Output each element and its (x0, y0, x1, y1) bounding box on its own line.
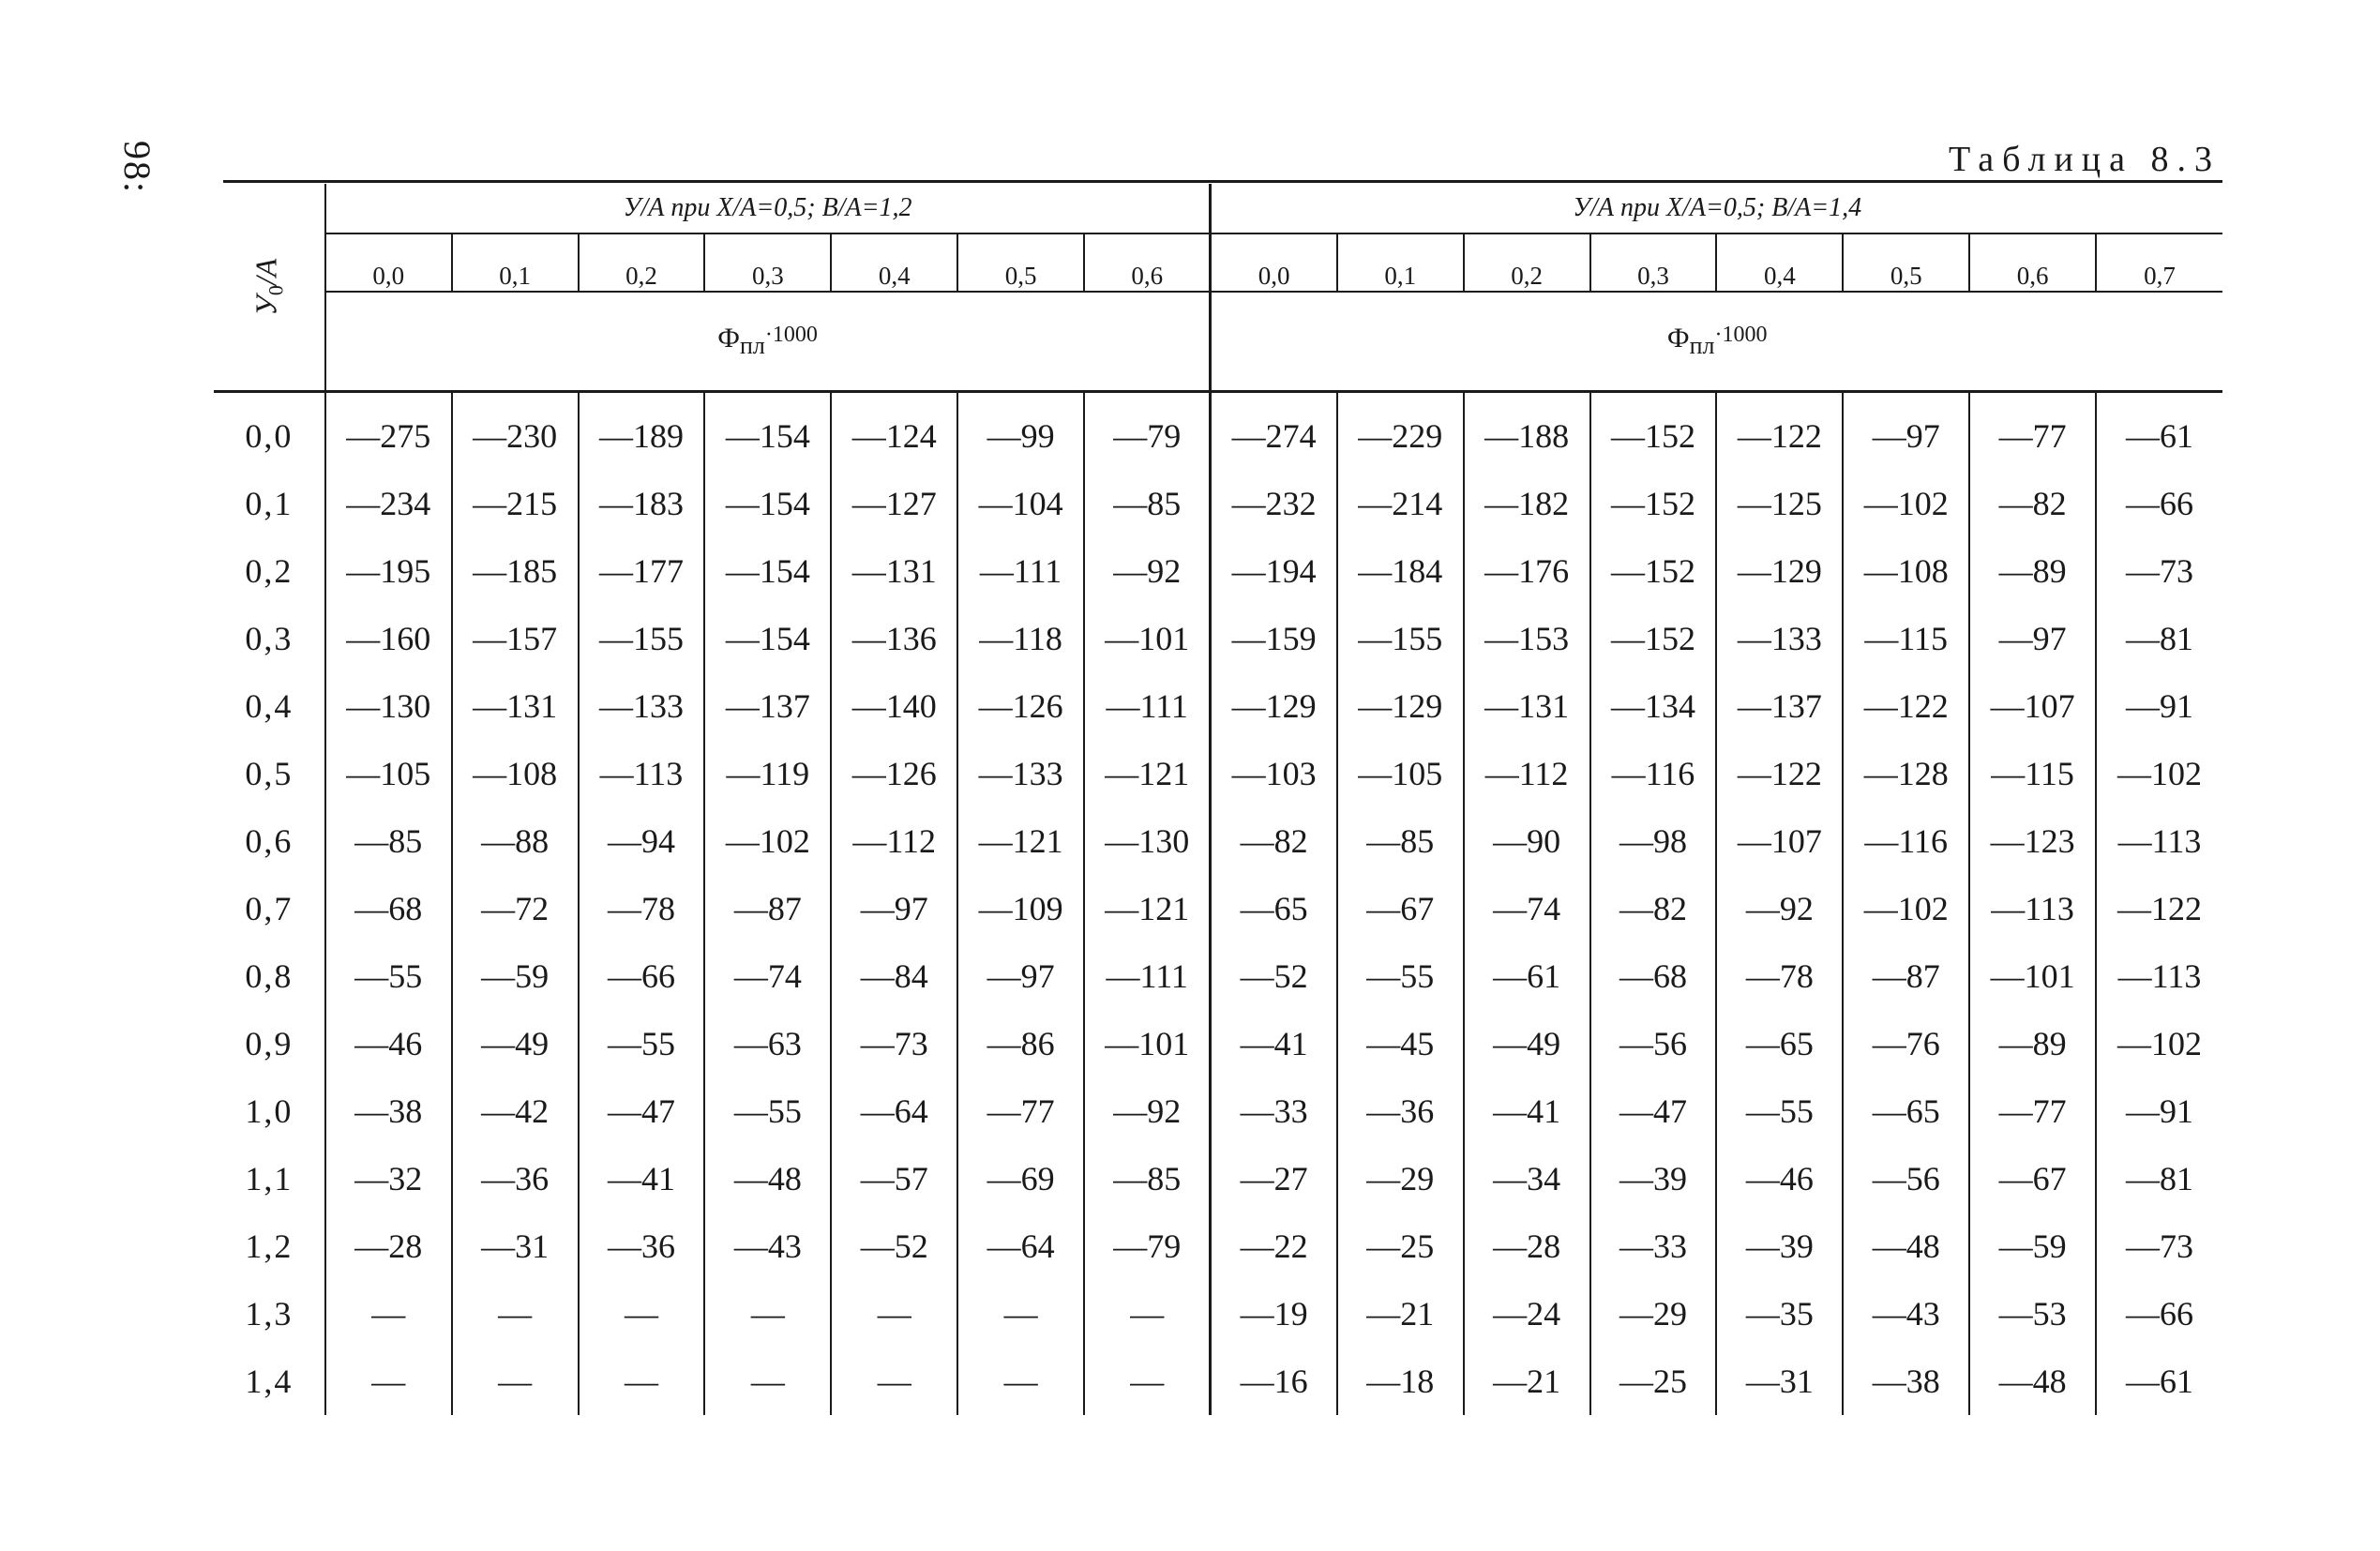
right-cell: —77 (1969, 392, 2096, 471)
right-x-header: 0,0 (1211, 233, 1337, 292)
table-row (214, 1010, 2222, 1077)
left-cell: —101 (1084, 1010, 1211, 1077)
y0-value: 0,3 (245, 620, 294, 657)
right-cell: —155 (1337, 605, 1464, 672)
left-cell: — (579, 1280, 705, 1348)
right-cell: —97 (1969, 605, 2096, 672)
left-cell: —195 (325, 537, 452, 605)
right-cell: —67 (1969, 1145, 2096, 1212)
y0-value: 0,7 (245, 890, 294, 927)
left-cell: —55 (579, 1010, 705, 1077)
right-cell: —43 (1843, 1280, 1969, 1348)
right-cell: —65 (1716, 1010, 1843, 1077)
right-cell: —91 (2096, 1077, 2222, 1145)
right-cell: —91 (2096, 672, 2222, 740)
right-group-header: У/А при X/A=0,5; B/A=1,4 (1211, 184, 2222, 233)
left-cell: — (325, 1280, 452, 1348)
left-cell: —140 (831, 672, 957, 740)
left-x-header: 0,2 (579, 233, 705, 292)
right-cell: —87 (1843, 942, 1969, 1010)
left-cell: —104 (957, 470, 1084, 537)
right-cell: —16 (1211, 1348, 1337, 1415)
right-cell: —102 (2096, 1010, 2222, 1077)
right-cell: —68 (1590, 942, 1717, 1010)
left-cell: —154 (704, 605, 831, 672)
y0-value: 0,4 (245, 687, 294, 725)
table-title: Таблица 8.3 (1948, 140, 2221, 179)
right-cell: —129 (1211, 672, 1337, 740)
left-x-header: 0,4 (831, 233, 957, 292)
right-cell: —128 (1843, 740, 1969, 807)
left-cell: —160 (325, 605, 452, 672)
left-cell: —157 (452, 605, 579, 672)
right-cell: —28 (1464, 1212, 1590, 1280)
left-cell: —78 (579, 875, 705, 942)
left-cell: —99 (957, 392, 1084, 471)
y0-value: 0,9 (245, 1025, 294, 1062)
right-cell: —152 (1590, 537, 1717, 605)
left-cell: —155 (579, 605, 705, 672)
left-cell: —101 (1084, 605, 1211, 672)
left-cell: —28 (325, 1212, 452, 1280)
y0-value: 0,6 (245, 822, 294, 860)
right-cell: —137 (1716, 672, 1843, 740)
right-x-header: 0,2 (1464, 233, 1590, 292)
left-cell: —46 (325, 1010, 452, 1077)
table-row (214, 1145, 2222, 1212)
left-cell: —154 (704, 537, 831, 605)
right-cell: —29 (1590, 1280, 1717, 1348)
right-cell: —101 (1969, 942, 2096, 1010)
right-cell: —85 (1337, 807, 1464, 875)
y0-value: 0,8 (245, 957, 294, 995)
right-x-header: 0,5 (1843, 233, 1969, 292)
right-cell: —116 (1843, 807, 1969, 875)
right-cell: —34 (1464, 1145, 1590, 1212)
left-cell: —109 (957, 875, 1084, 942)
right-cell: —39 (1716, 1212, 1843, 1280)
left-cell: —126 (957, 672, 1084, 740)
right-cell: —122 (1843, 672, 1969, 740)
right-cell: —55 (1337, 942, 1464, 1010)
left-cell: — (579, 1348, 705, 1415)
right-x-header: 0,3 (1590, 233, 1717, 292)
right-cell: —27 (1211, 1145, 1337, 1212)
left-cell: —48 (704, 1145, 831, 1212)
left-cell: —57 (831, 1145, 957, 1212)
left-cell: —68 (325, 875, 452, 942)
left-cell: —52 (831, 1212, 957, 1280)
left-cell: —154 (704, 470, 831, 537)
right-cell: —82 (1969, 470, 2096, 537)
y0-value: 0,1 (245, 485, 294, 522)
right-cell: —39 (1590, 1145, 1717, 1212)
right-cell: —65 (1843, 1077, 1969, 1145)
left-cell: —59 (452, 942, 579, 1010)
right-cell: —61 (1464, 942, 1590, 1010)
right-cell: —33 (1211, 1077, 1337, 1145)
right-cell: —82 (1590, 875, 1717, 942)
right-cell: —89 (1969, 1010, 2096, 1077)
right-cell: —159 (1211, 605, 1337, 672)
right-cell: —133 (1716, 605, 1843, 672)
right-cell: —74 (1464, 875, 1590, 942)
left-cell: —230 (452, 392, 579, 471)
y0-value: 1,0 (245, 1092, 294, 1130)
left-cell: —131 (831, 537, 957, 605)
right-cell: —18 (1337, 1348, 1464, 1415)
right-cell: —61 (2096, 392, 2222, 471)
y0-value: 0,0 (245, 417, 294, 455)
right-cell: —229 (1337, 392, 1464, 471)
left-cell: —47 (579, 1077, 705, 1145)
left-cell: —177 (579, 537, 705, 605)
y0-label: $У_0/А$ (249, 258, 289, 316)
left-cell: —111 (1084, 942, 1211, 1010)
left-cell: —31 (452, 1212, 579, 1280)
y0-value: 1,2 (245, 1227, 294, 1265)
right-cell: —274 (1211, 392, 1337, 471)
right-cell: —122 (1716, 740, 1843, 807)
right-cell: —73 (2096, 1212, 2222, 1280)
right-cell: —152 (1590, 605, 1717, 672)
right-cell: —115 (1843, 605, 1969, 672)
left-cell: —183 (579, 470, 705, 537)
left-cell: —42 (452, 1077, 579, 1145)
left-cell: —63 (704, 1010, 831, 1077)
left-cell: —64 (957, 1212, 1084, 1280)
right-x-header: 0,1 (1337, 233, 1464, 292)
right-cell: —59 (1969, 1212, 2096, 1280)
right-cell: —97 (1843, 392, 1969, 471)
table-body (214, 392, 2222, 1416)
table-row (214, 605, 2222, 672)
table-row (214, 1212, 2222, 1280)
right-cell: —113 (2096, 807, 2222, 875)
left-x-header: 0,1 (452, 233, 579, 292)
right-cell: —81 (2096, 605, 2222, 672)
right-cell: —81 (2096, 1145, 2222, 1212)
left-cell: —189 (579, 392, 705, 471)
table-row (214, 942, 2222, 1010)
table-row (214, 875, 2222, 942)
left-cell: — (452, 1280, 579, 1348)
data-table (214, 184, 2222, 1415)
right-cell: —76 (1843, 1010, 1969, 1077)
y0-value: 1,3 (245, 1295, 294, 1333)
right-cell: —61 (2096, 1348, 2222, 1415)
left-cell: — (957, 1280, 1084, 1348)
left-cell: —130 (325, 672, 452, 740)
right-cell: —25 (1337, 1212, 1464, 1280)
right-cell: —25 (1590, 1348, 1717, 1415)
left-cell: —77 (957, 1077, 1084, 1145)
left-cell: — (831, 1348, 957, 1415)
left-cell: — (831, 1280, 957, 1348)
right-cell: —232 (1211, 470, 1337, 537)
right-cell: —152 (1590, 392, 1717, 471)
table-row (214, 1077, 2222, 1145)
left-cell: — (704, 1348, 831, 1415)
left-cell: —118 (957, 605, 1084, 672)
right-cell: —115 (1969, 740, 2096, 807)
left-cell: —43 (704, 1212, 831, 1280)
right-cell: —55 (1716, 1077, 1843, 1145)
right-cell: —98 (1590, 807, 1717, 875)
left-cell: —119 (704, 740, 831, 807)
left-cell: —108 (452, 740, 579, 807)
left-cell: —92 (1084, 537, 1211, 605)
left-cell: —73 (831, 1010, 957, 1077)
left-cell: —111 (1084, 672, 1211, 740)
left-cell: —92 (1084, 1077, 1211, 1145)
left-cell: — (957, 1348, 1084, 1415)
left-cell: —72 (452, 875, 579, 942)
table-row (214, 537, 2222, 605)
right-cell: —78 (1716, 942, 1843, 1010)
left-cell: —74 (704, 942, 831, 1010)
left-cell: —124 (831, 392, 957, 471)
left-cell: —185 (452, 537, 579, 605)
left-cell: —38 (325, 1077, 452, 1145)
right-cell: —176 (1464, 537, 1590, 605)
left-cell: —154 (704, 392, 831, 471)
right-cell: —214 (1337, 470, 1464, 537)
right-cell: —48 (1843, 1212, 1969, 1280)
right-cell: —89 (1969, 537, 2096, 605)
left-cell: —85 (325, 807, 452, 875)
right-cell: —38 (1843, 1348, 1969, 1415)
left-cell: —32 (325, 1145, 452, 1212)
right-cell: —113 (2096, 942, 2222, 1010)
left-cell: — (704, 1280, 831, 1348)
right-cell: —188 (1464, 392, 1590, 471)
right-cell: —45 (1337, 1010, 1464, 1077)
table-row (214, 807, 2222, 875)
left-cell: — (1084, 1280, 1211, 1348)
right-cell: —102 (1843, 470, 1969, 537)
x-values-row (214, 233, 2222, 292)
left-cell: —84 (831, 942, 957, 1010)
right-cell: —153 (1464, 605, 1590, 672)
left-cell: —97 (957, 942, 1084, 1010)
right-cell: —19 (1211, 1280, 1337, 1348)
table-row (214, 392, 2222, 471)
y0-value: 0,5 (245, 755, 294, 792)
right-cell: —82 (1211, 807, 1337, 875)
right-cell: —65 (1211, 875, 1337, 942)
right-cell: —129 (1337, 672, 1464, 740)
right-cell: —33 (1590, 1212, 1717, 1280)
right-cell: —103 (1211, 740, 1337, 807)
right-cell: —24 (1464, 1280, 1590, 1348)
left-phi-header: $Ф_{пл}^{\cdot 1000}$ (325, 292, 1211, 392)
right-cell: —21 (1464, 1348, 1590, 1415)
left-group-header: У/А при X/A=0,5; B/A=1,2 (325, 184, 1211, 233)
left-cell: —87 (704, 875, 831, 942)
left-x-header: 0,5 (957, 233, 1084, 292)
right-cell: —122 (1716, 392, 1843, 471)
right-cell: —108 (1843, 537, 1969, 605)
left-cell: — (1084, 1348, 1211, 1415)
left-x-header: 0,6 (1084, 233, 1211, 292)
left-cell: —131 (452, 672, 579, 740)
right-cell: —49 (1464, 1010, 1590, 1077)
right-cell: —77 (1969, 1077, 2096, 1145)
left-cell: —97 (831, 875, 957, 942)
right-cell: —31 (1716, 1348, 1843, 1415)
right-x-header: 0,4 (1716, 233, 1843, 292)
right-cell: —182 (1464, 470, 1590, 537)
left-cell: —111 (957, 537, 1084, 605)
left-cell: —121 (1084, 875, 1211, 942)
table-row (214, 1280, 2222, 1348)
left-cell: —55 (325, 942, 452, 1010)
left-cell: —64 (831, 1077, 957, 1145)
left-cell: —55 (704, 1077, 831, 1145)
left-cell: —234 (325, 470, 452, 537)
left-cell: — (452, 1348, 579, 1415)
right-cell: —41 (1211, 1010, 1337, 1077)
y0-value: 1,4 (245, 1363, 294, 1400)
right-cell: —66 (2096, 1280, 2222, 1348)
right-cell: —129 (1716, 537, 1843, 605)
left-cell: —136 (831, 605, 957, 672)
left-cell: —36 (452, 1145, 579, 1212)
left-cell: —121 (957, 807, 1084, 875)
left-cell: —130 (1084, 807, 1211, 875)
right-cell: —66 (2096, 470, 2222, 537)
right-cell: —107 (1969, 672, 2096, 740)
right-cell: —105 (1337, 740, 1464, 807)
right-cell: —73 (2096, 537, 2222, 605)
right-cell: —123 (1969, 807, 2096, 875)
top-rule (223, 180, 2222, 183)
right-x-header: 0,6 (1969, 233, 2096, 292)
left-cell: —127 (831, 470, 957, 537)
left-cell: —85 (1084, 470, 1211, 537)
left-cell: —41 (579, 1145, 705, 1212)
left-cell: —113 (579, 740, 705, 807)
right-cell: —41 (1464, 1077, 1590, 1145)
left-cell: —137 (704, 672, 831, 740)
left-cell: —126 (831, 740, 957, 807)
right-cell: —35 (1716, 1280, 1843, 1348)
left-cell: —69 (957, 1145, 1084, 1212)
right-cell: —29 (1337, 1145, 1464, 1212)
right-cell: —92 (1716, 875, 1843, 942)
right-cell: —131 (1464, 672, 1590, 740)
page-number: 98: (116, 141, 158, 195)
right-cell: —21 (1337, 1280, 1464, 1348)
right-cell: —112 (1464, 740, 1590, 807)
right-cell: —67 (1337, 875, 1464, 942)
left-cell: —94 (579, 807, 705, 875)
right-cell: —56 (1843, 1145, 1969, 1212)
right-cell: —53 (1969, 1280, 2096, 1348)
right-cell: —56 (1590, 1010, 1717, 1077)
left-cell: —88 (452, 807, 579, 875)
right-cell: —102 (1843, 875, 1969, 942)
left-cell: —36 (579, 1212, 705, 1280)
y0-value: 1,1 (245, 1160, 294, 1197)
right-cell: —102 (2096, 740, 2222, 807)
right-cell: —116 (1590, 740, 1717, 807)
table-row (214, 740, 2222, 807)
right-cell: —36 (1337, 1077, 1464, 1145)
right-cell: —22 (1211, 1212, 1337, 1280)
left-cell: —105 (325, 740, 452, 807)
left-cell: —85 (1084, 1145, 1211, 1212)
table-row (214, 470, 2222, 537)
left-cell: —133 (579, 672, 705, 740)
left-cell: —112 (831, 807, 957, 875)
y0-header (214, 184, 325, 392)
right-cell: —152 (1590, 470, 1717, 537)
right-phi-header: $Ф_{пл}^{\cdot 1000}$ (1211, 292, 2222, 392)
right-cell: —125 (1716, 470, 1843, 537)
left-cell: —121 (1084, 740, 1211, 807)
right-cell: —194 (1211, 537, 1337, 605)
right-cell: —47 (1590, 1077, 1717, 1145)
left-cell: —79 (1084, 1212, 1211, 1280)
right-cell: —46 (1716, 1145, 1843, 1212)
right-cell: —184 (1337, 537, 1464, 605)
left-cell: —66 (579, 942, 705, 1010)
left-cell: —86 (957, 1010, 1084, 1077)
right-cell: —107 (1716, 807, 1843, 875)
right-cell: —90 (1464, 807, 1590, 875)
left-x-header: 0,3 (704, 233, 831, 292)
left-cell: —275 (325, 392, 452, 471)
left-x-header: 0,0 (325, 233, 452, 292)
table-row (214, 672, 2222, 740)
left-cell: — (325, 1348, 452, 1415)
y0-value: 0,2 (245, 552, 294, 590)
left-cell: —102 (704, 807, 831, 875)
right-cell: —48 (1969, 1348, 2096, 1415)
left-cell: —215 (452, 470, 579, 537)
right-cell: —52 (1211, 942, 1337, 1010)
right-cell: —134 (1590, 672, 1717, 740)
left-cell: —79 (1084, 392, 1211, 471)
right-cell: —122 (2096, 875, 2222, 942)
right-x-header: 0,7 (2096, 233, 2222, 292)
left-cell: —49 (452, 1010, 579, 1077)
left-cell: —133 (957, 740, 1084, 807)
right-cell: —113 (1969, 875, 2096, 942)
table-row (214, 1348, 2222, 1415)
